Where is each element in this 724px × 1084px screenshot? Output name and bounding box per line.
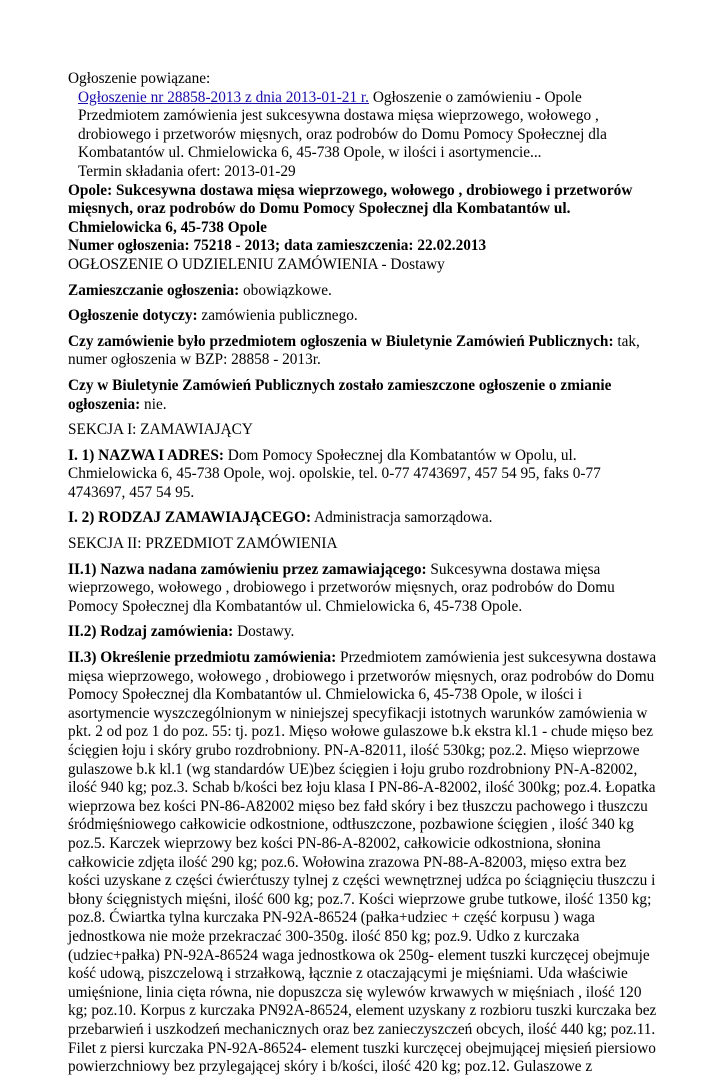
section-1-name-address xyxy=(68,447,660,503)
section-2-name-value: Sukcesywna dostawa mięsa wieprzowego, wołowego , drobiowego i przetworów mięsnych, oraz podrobów do Domu Pomocy Społecznej dla Kombatantów ul. Chmielowicka 6, 45-738 Opole. xyxy=(68,560,615,615)
section-2-heading: SEKCJA II: PRZEDMIOT ZAMÓWIENIA xyxy=(68,535,338,553)
section-2-kind-value: Dostawy. xyxy=(233,623,295,641)
section-2-desc-label: II.3) Określenie przedmiotu zamówienia: xyxy=(68,649,337,667)
section-2-kind-label: II.2) Rodzaj zamówienia: xyxy=(68,623,234,641)
field-change xyxy=(68,377,660,414)
related-notice-header: Ogłoszenie powiązane: xyxy=(68,70,211,87)
field-placement xyxy=(68,282,660,301)
field-concerns xyxy=(68,307,660,326)
related-notice-deadline: Termin składania ofert: 2013-01-29 xyxy=(78,162,296,180)
section-1-heading: SEKCJA I: ZAMAWIAJĄCY xyxy=(68,421,253,439)
section-2-name-label: II.1) Nazwa nadana zamówieniu przez zamawiającego: xyxy=(68,560,427,578)
related-notice-link[interactable]: Ogłoszenie nr 28858-2013 z dnia 2013-01-21 r. xyxy=(78,88,370,106)
section-2-name xyxy=(68,561,660,617)
section-1-type-label: I. 2) RODZAJ ZAMAWIAJĄCEGO: xyxy=(68,509,312,527)
document-page xyxy=(68,70,660,1084)
field-change-label: Czy w Biuletynie Zamówień Publicznych zostało zamieszczone ogłoszenie o zmianie ogłoszenia: xyxy=(68,376,612,413)
section-2-description xyxy=(68,649,660,1077)
field-placement-value: obowiązkowe. xyxy=(239,281,332,299)
related-notice-block xyxy=(78,89,660,182)
notice-type: OGŁOSZENIE O UDZIELENIU ZAMÓWIENIA - Dostawy xyxy=(68,255,445,273)
field-placement-label: Zamieszczanie ogłoszenia: xyxy=(68,281,240,299)
section-1-type-value: Administracja samorządowa. xyxy=(311,509,493,527)
section-1-name-value: Dom Pomocy Społecznej dla Kombatantów w Opolu, ul. Chmielowicka 6, 45-738 Opole, woj. opolskie, tel. 0-77 4743697, 457 54 95, faks 0-77 4743697, 457 54 95. xyxy=(68,446,601,501)
section-2-kind xyxy=(68,623,660,642)
notice-subject: Opole: Sukcesywna dostawa mięsa wieprzowego, wołowego , drobiowego i przetworów mięsnych, oraz podrobów do Domu Pomocy Społecznej dla Kombatantów ul. Chmielowicka 6, 45-738 Opole xyxy=(68,181,633,236)
field-bzp xyxy=(68,333,660,370)
field-bzp-value: tak, numer ogłoszenia w BZP: 28858 - 2013r. xyxy=(68,332,640,369)
field-concerns-value: zamówienia publicznego. xyxy=(197,307,358,325)
section-1-name-label: I. 1) NAZWA I ADRES: xyxy=(68,446,224,464)
section-1-type xyxy=(68,509,660,528)
notice-number: Numer ogłoszenia: 75218 - 2013; data zamieszczenia: 22.02.2013 xyxy=(68,237,487,255)
field-change-value: nie. xyxy=(140,395,167,413)
related-notice-title: Ogłoszenie o zamówieniu - Opole xyxy=(369,88,582,106)
related-notice-summary: Przedmiotem zamówienia jest sukcesywna dostawa mięsa wieprzowego, wołowego , drobiowego i przetworów mięsnych, oraz podrobów do Domu Pomocy Społecznej dla Kombatantów ul. Chmielowicka 6, 45-738 Opole, w ilości i asortymencie... xyxy=(78,107,607,162)
section-2-desc-value: Przedmiotem zamówienia jest sukcesywna dostawa mięsa wieprzowego, wołowego , drobiowego i przetworów mięsnych, oraz podrobów do Domu Pomocy Społecznej dla Kombatantów ul. Chmielowicka 6, 45-738 Opole, w ilości i asortymencie wyszczególnionym w niniejszej specyfikacji istotnych warunków zamówienia w pkt. 2 od poz 1 do poz. 55: tj. poz1. Mięso wołowe gulaszowe b.k ekstra kl.1 - chude mięso bez ścięgien łoju i skóry grubo rozdrobniony. PN-A-82011, ilość 530kg; poz.2. Mięso wieprzowe gulaszowe b.k kl.1 (wg standardów UE)bez ścięgien i łoju grubo rozdrobniony PN-A-82002, ilość 940 kg; poz.3. Schab b/kości bez łoju klasa I PN-86-A-82002, ilość 300kg; poz.4. Łopatka wieprzowa bez kości PN-86-A82002 mięso bez fałd skóry i bez tłuszczu pachowego i tłuszczu śródmięśniowego całkowicie odkostnione, odtłuszczone, pozbawione ścięgien , ilość 340 kg poz.5. Karczek wieprzowy bez kości PN-86-A-82002, całkowicie odkostniona, słonina całkowicie zdjęta ilość 290 kg; poz.6. Wołowina zrazowa PN-88-A-82003, mięso extra bez kości uzyskane z części ćwierćtuszy tylnej z części wewnętrznej udźca po ściągnięciu tłuszczu i błony ścięgnistych mięśni, ilość 600 kg; poz.7. Kości wieprzowe grube tutkowe, ilość 1350 kg; poz.8. Ćwiartka tylna kurczaka PN-92A-86524 (pałka+udziec + część korpusu ) waga jednostkowa nie może przekraczać 300-350g. ilość 850 kg; poz.9. Udko z kurczaka (udziec+pałka) PN-92A-86524 waga jednostkowa ok 250g- element tuszki kurczęcej obejmuje kość udową, piszczelową i strzałkową, łącznie z otaczającymi je mięśniami. Uda właściwie umięśnione, linia cięta równa, nie dopuszcza się wylewów krwawych w mięśniach , ilość 120 kg; poz.10. Korpus z kurczaka PN92A-86524, element uzyskany z rozbioru tuszki kurczaka bez przebarwień i uszkodzeń mechanicznych oraz bez zanieczyszczeń obcych, ilość 440 kg; poz.11. Filet z piersi kurczaka PN-92A-86524- element tuszki kurczęcej obejmującej mięsień piersiowo powierzchniowy bez przylegającej skóry i b/kości, ilość 420 kg; poz.12. Gulaszowe z xyxy=(68,649,657,1076)
field-bzp-label: Czy zamówienie było przedmiotem ogłoszenia w Biuletynie Zamówień Publicznych: xyxy=(68,332,614,350)
field-concerns-label: Ogłoszenie dotyczy: xyxy=(68,307,198,325)
